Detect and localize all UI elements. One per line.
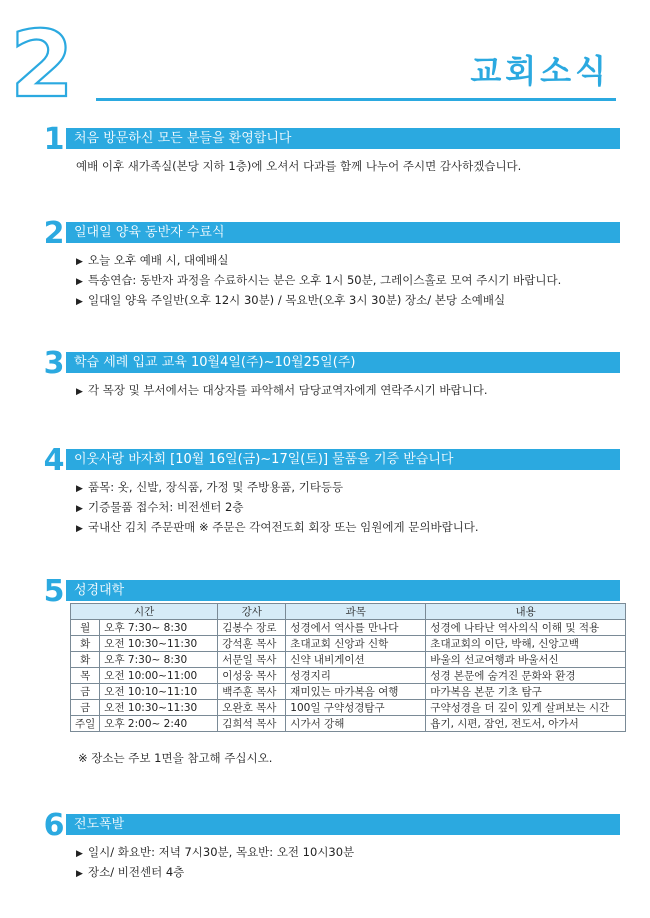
column-header: 시간	[71, 604, 218, 620]
section-bazaar	[40, 443, 620, 549]
section-welcome	[40, 122, 620, 188]
section-title-bar: 전도폭발	[66, 814, 620, 835]
table-cell: 초대교회의 이단, 박해, 신앙고백	[426, 636, 626, 652]
table-row	[71, 620, 626, 636]
section-number: 5	[43, 574, 65, 609]
right-triangle-bullet-icon: ▶	[76, 277, 83, 287]
section-title-bar: 이웃사랑 바자회 [10월 16일(금)~17일(토)] 물품을 기증 받습니다	[66, 449, 620, 470]
table-cell: 김희석 목사	[218, 716, 286, 732]
table-cell: 월	[71, 620, 100, 636]
table-row	[71, 668, 626, 684]
body-line: 예배 이후 새가족실(본당 지하 1층)에 오셔서 다과를 함께 나누어 주시면 감사하겠습니다.	[76, 159, 522, 173]
section-title-bar: 일대일 양육 동반자 수료식	[66, 222, 620, 243]
table-row	[71, 684, 626, 700]
table-cell: 오완호 목사	[218, 700, 286, 716]
table-cell: 시가서 강해	[286, 716, 426, 732]
table-cell: 서문일 목사	[218, 652, 286, 668]
list-item: ▶ 각 목장 및 부서에서는 대상자를 파악해서 담당교역자에게 연락주시기 바랍니다.	[76, 380, 620, 400]
section-title-bar: 처음 방문하신 모든 분들을 환영합니다	[66, 128, 620, 149]
table-cell: 김봉수 장로	[218, 620, 286, 636]
table-cell: 오전 10:10~11:10	[100, 684, 218, 700]
list-item: ▶ 일대일 양육 주일반(오후 12시 30분) / 목요반(오후 3시 30분) 장소/ 본당 소예배실	[76, 290, 620, 310]
table-cell: 성경지리	[286, 668, 426, 684]
table-cell: 성경에 나타난 역사의식 이해 및 적용	[426, 620, 626, 636]
column-header: 강사	[218, 604, 286, 620]
table-cell: 오전 10:30~11:30	[100, 636, 218, 652]
list-item: ▶ 일시/ 화요반: 저녁 7시30분, 목요반: 오전 10시30분	[76, 842, 620, 862]
section-body	[76, 250, 620, 310]
list-item: ▶ 특송연습: 동반자 과정을 수료하시는 분은 오후 1시 50분, 그레이스홀로 모여 주시기 바랍니다.	[76, 270, 620, 290]
table-cell: 오전 10:30~11:30	[100, 700, 218, 716]
table-cell: 오후 2:00~ 2:40	[100, 716, 218, 732]
section-body	[76, 380, 620, 400]
page-number-outline	[8, 22, 98, 106]
list-item: ▶ 품목: 옷, 신발, 장식품, 가정 및 주방용품, 기타등등	[76, 477, 620, 497]
section-title-bar: 학습 세례 입교 교육 10월4일(주)~10월25일(주)	[66, 352, 620, 373]
table-cell: 화	[71, 652, 100, 668]
table-cell: 강석훈 목사	[218, 636, 286, 652]
schedule-table	[70, 603, 626, 732]
table-cell: 신약 내비게이션	[286, 652, 426, 668]
section-number: 1	[43, 122, 65, 157]
column-header: 과목	[286, 604, 426, 620]
right-triangle-bullet-icon: ▶	[76, 849, 83, 859]
table-cell: 이성웅 목사	[218, 668, 286, 684]
table-cell: 오전 10:00~11:00	[100, 668, 218, 684]
list-item: ▶ 장소/ 비전센터 4층	[76, 862, 620, 882]
list-item: ▶ 오늘 오후 예배 시, 대예배실	[76, 250, 620, 270]
table-cell: 오후 7:30~ 8:30	[100, 620, 218, 636]
table-cell: 백주훈 목사	[218, 684, 286, 700]
right-triangle-bullet-icon: ▶	[76, 524, 83, 534]
section-baptism-class	[40, 346, 620, 412]
location-note: ※ 장소는 주보 1면을 참고해 주십시오.	[78, 751, 273, 765]
right-triangle-bullet-icon: ▶	[76, 297, 83, 307]
list-item: ▶ 국내산 김치 주문판매 ※ 주문은 각여전도회 회장 또는 임원에게 문의바랍니다.	[76, 517, 620, 537]
table-cell: 욥기, 시편, 잠언, 전도서, 아가서	[426, 716, 626, 732]
right-triangle-bullet-icon: ▶	[76, 869, 83, 879]
section-number: 2	[43, 216, 65, 251]
section-body	[76, 842, 620, 882]
table-cell: 성경 본문에 숨겨진 문화와 환경	[426, 668, 626, 684]
section-evangelism	[40, 808, 620, 894]
section-number: 4	[43, 443, 65, 478]
table-cell: 성경에서 역사를 만나다	[286, 620, 426, 636]
table-cell: 마가복음 본문 기초 탐구	[426, 684, 626, 700]
table-cell: 바울의 선교여행과 바울서신	[426, 652, 626, 668]
table-row	[71, 700, 626, 716]
table-cell: 오후 7:30~ 8:30	[100, 652, 218, 668]
table-cell: 금	[71, 684, 100, 700]
right-triangle-bullet-icon: ▶	[76, 257, 83, 267]
table-cell: 구약성경을 더 깊이 있게 살펴보는 시간	[426, 700, 626, 716]
column-header: 내용	[426, 604, 626, 620]
section-number: 3	[43, 346, 65, 381]
table-row	[71, 652, 626, 668]
table-cell: 금	[71, 700, 100, 716]
table-cell: 재미있는 마가복음 여행	[286, 684, 426, 700]
table-header-row	[71, 604, 626, 620]
section-title-bar: 성경대학	[66, 580, 620, 601]
section-bible-college	[40, 574, 620, 780]
header-rule	[96, 98, 616, 101]
table-row	[71, 636, 626, 652]
table-cell: 화	[71, 636, 100, 652]
section-number: 6	[43, 808, 65, 843]
table-cell: 주일	[71, 716, 100, 732]
right-triangle-bullet-icon: ▶	[76, 387, 83, 397]
table-row	[71, 716, 626, 732]
table-cell: 목	[71, 668, 100, 684]
section-body	[76, 156, 620, 176]
page-number-text: 2	[10, 22, 75, 106]
section-body	[76, 477, 620, 537]
list-item: ▶ 기증물품 접수처: 비전센터 2층	[76, 497, 620, 517]
right-triangle-bullet-icon: ▶	[76, 504, 83, 514]
table-cell: 초대교회 신앙과 신학	[286, 636, 426, 652]
section-discipleship-ceremony	[40, 216, 620, 322]
page-title: 교회소식	[470, 52, 610, 90]
table-cell: 100일 구약성경탐구	[286, 700, 426, 716]
right-triangle-bullet-icon: ▶	[76, 484, 83, 494]
